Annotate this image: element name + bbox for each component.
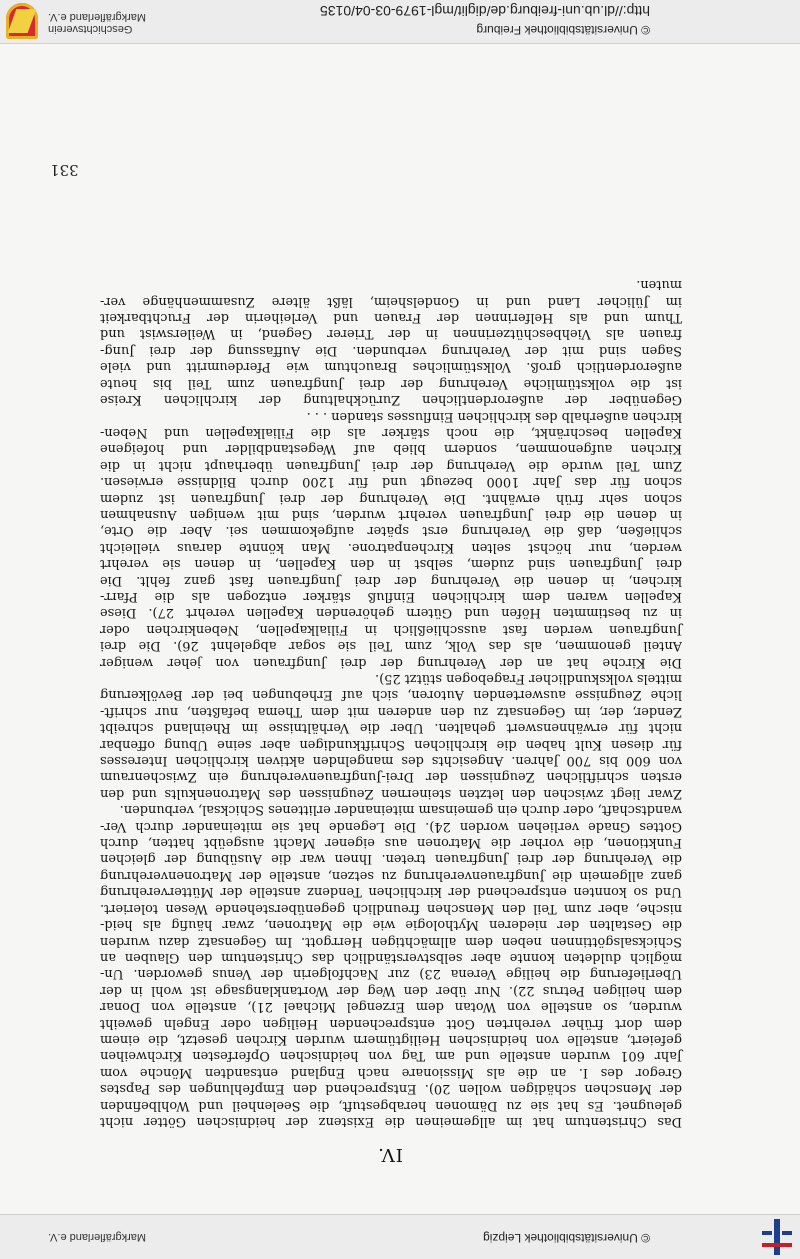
- library-credit-leipzig: © Universitätsbibliothek Leipzig: [483, 1231, 650, 1245]
- chapter-heading: IV.: [377, 1144, 403, 1165]
- text-line: werden, nur höchst selten Kirchenpatrone. Man könnte daraus vielleicht: [100, 539, 682, 555]
- text-line: Kirchen aufgenommen, sondern blieb auf Wegestandbilder und hofeigene: [100, 441, 682, 457]
- text-line: wurden, so anstelle von Wotan dem Erzengel Michael 21), anstelle von Donar: [100, 999, 682, 1015]
- text-line: kirchen außerhalb des kirchlichen Einflusses standen . . .: [306, 408, 682, 424]
- text-line: in zu bestimmten Höfen und Gütern gehörenden Kapellen verehrt 27). Diese: [100, 605, 682, 621]
- text-line: Kapellen beschränkt, die noch stärker als die Filialkapellen und Neben-: [100, 424, 682, 440]
- text-line: Zender, der, im Gegensatz zu den anderen mit dem Thema befaßten, nur schrift-: [100, 703, 682, 719]
- text-line: in denen die drei Jungfrauen verehrt wurden, sind mit wenigen Ausnahmen: [100, 506, 682, 522]
- text-line: schon sehr früh erwähnt. Die Verehrung der drei Jungfrauen ist zudem: [100, 490, 682, 506]
- text-line: schon für das Jahr 1000 bezeugt und für 1200 durch Bildnisse erwiesen.: [100, 474, 682, 490]
- text-line: ganz allgemein die Jungfrauenverehrung zu setzen, anstelle der Matronenverehrung: [100, 867, 682, 883]
- text-line: Die Kirche hat an der Verehrung der drei Jungfrauen von jeher weniger: [100, 654, 682, 670]
- text-line: muten.: [636, 277, 682, 293]
- text-line: nische, aber zum Teil den Menschen freundlich gegenüberstehende Wesen toleriert.: [100, 900, 682, 916]
- society-name-line2: Markgräflerland e.V.: [48, 11, 147, 23]
- text-line: Und so konnten entsprechend der kirchlichen Tendenz anstelle der Mütterverehrung: [100, 884, 682, 900]
- text-line: gefeiert, anstelle von heidnischen Heiligtümern wurden Kirchen gesetzt, die einem: [100, 1031, 682, 1047]
- text-line: Thum und als Helferinnen der Frauen und Verleiherin der Fruchtbarkeit: [100, 310, 682, 326]
- society-name-line1: Geschichtsverein: [48, 23, 133, 35]
- text-line: dem heiligen Petrus 22). Nur über den Weg der Wortanklangsage ist wohl in der: [100, 982, 682, 998]
- text-line: Schicksalsgöttinnen neben dem allmächtigen Herrgott. Im Gegensatz dazu wurden: [100, 933, 682, 949]
- page-number: 331: [50, 161, 79, 179]
- scanned-page: [40, 69, 740, 1189]
- viewer-top-bar: [0, 1214, 800, 1259]
- paragraph: [100, 407, 700, 670]
- text-line: die Gestalten der niederen Mythologie wie die Matronen, zwar häufig als heid-: [100, 917, 682, 933]
- text-line: mittels volkskundlicher Fragebogen stützt 25).: [375, 671, 682, 687]
- text-line: für diesen Kult haben die kirchlichen Schriftkundigen aber seine Übung offenbar: [100, 736, 682, 752]
- text-line: geleugnet. Es hat sie zu Dämonen herabgestuft, die Seelenheil und Wohlbefinden: [100, 1097, 682, 1113]
- text-line: außerordentlich groß. Volkstümliches Brauchtum wie Pferdeumritt und viele: [100, 359, 682, 375]
- text-line: von 600 bis 700 Jahren. Angesichts des mangelnden aktiven kirchlichen Interesses: [100, 753, 682, 769]
- text-line: Das Christentum hat im allgemeinen die Existenz der heidnischen Götter nicht: [100, 1114, 682, 1129]
- library-credit-freiburg: © Universitätsbibliothek Freiburg: [476, 23, 650, 37]
- text-line: möglich duldeten konnte aber selbstverständlich das Christentum den Glauben an: [100, 949, 682, 965]
- paragraph: [100, 801, 700, 1129]
- text-line: Anteil genommen, als das Volk, zum Teil sie sogar abgelehnt 26). Die drei: [100, 638, 682, 654]
- text-line: Gegenüber der außerordentlichen Zurückhaltung der kirchlichen Kreise: [100, 392, 682, 408]
- permalink-url[interactable]: http://dl.ub.uni-freiburg.de/diglit/mgl-1979-03-04/0135: [320, 3, 650, 19]
- text-line: der Menschen schädigen wollen 20). Entsprechend den Empfehlungen des Papstes: [100, 1081, 682, 1097]
- paragraph: [100, 670, 700, 801]
- text-line: ist die volkstümliche Verehrung der drei Jungfrauen zum Teil bis heute: [100, 375, 682, 391]
- text-line: Zwar liegt zwischen den letzten steinernen Zeugnissen des Matronenkults und den: [100, 785, 682, 801]
- text-line: frauen als Viehbeschützerinnen in der Trierer Gegend, in Weilerswist und: [100, 326, 682, 342]
- text-line: liche Zeugnisse auswertenden Autoren, sich auf Erhebungen bei der Bevölkerung: [100, 687, 682, 703]
- viewer-bottom-bar: [0, 0, 800, 44]
- text-line: Kapellen waren dem kirchlichen Einfluß stärker entzogen als die Pfarr-: [100, 589, 682, 604]
- text-line: wandtschaft, oder durch ein gemeinsam miteinander erlittenes Schicksal, verbunden.: [119, 802, 682, 818]
- text-line: Gottes Gnade verliehen worden 24). Die Legende hat sie miteinander durch Ver-: [100, 818, 682, 834]
- text-line: Jungfrauen werden fast ausschließlich in Filialkapellen, Nebenkirchen oder: [100, 621, 682, 637]
- text-line: Funktionen, die vorher die Matronen aus eigener Macht ausgeübt hatten, durch: [100, 835, 682, 851]
- society-coat-of-arms-icon: [4, 3, 40, 39]
- text-line: Überlieferung die heilige Verena 23) zur Nachfolgerin der Venus geworden. Un-: [100, 966, 682, 982]
- body-text: [100, 276, 700, 1129]
- text-line: drei Jungfrauen sind zudem, selbst in den Kapellen, in denen sie verehrt: [100, 556, 682, 572]
- society-name-footer: Markgräflerland e.V.: [48, 1231, 147, 1243]
- text-line: im Jülicher Land und in Gondelsheim, läßt ältere Zusammenhänge ver-: [100, 293, 682, 309]
- text-line: die Verehrung der drei Jungfrauen treten. Ihnen war die Ausübung der gleichen: [100, 851, 682, 867]
- text-line: kirchen, in denen die Verehrung der drei Jungfrauen fast ganz fehlt. Die: [100, 572, 682, 588]
- text-line: ersten schriftlichen Zeugnissen der Drei-Jungfrauenverehrung ein Zwischenraum: [100, 769, 682, 785]
- text-line: Jahr 601 wurden anstelle und am Tag von heidnischen Opferfesten Kirchweihen: [100, 1048, 682, 1064]
- text-line: nicht für erwähnenswert gehalten. Über die Verhältnisse im Rheinland schreibt: [100, 720, 682, 736]
- university-library-logo-icon: [760, 1219, 794, 1255]
- text-line: schließen, daß die Verehrung erst später aufgekommen sei. Aber die Orte,: [100, 523, 682, 539]
- text-line: dem dort früher verehrten Gott entsprechenden Heiligen oder Engeln geweiht: [100, 1015, 682, 1031]
- paragraph: [100, 276, 700, 407]
- text-line: Sagen sind mit der Verehrung verbunden. Die Auffassung der drei Jung-: [100, 342, 682, 358]
- text-line: Zum Teil wurde die Verehrung der drei Jungfrauen überhaupt nicht in die: [100, 457, 682, 473]
- text-line: Gregor des I. an die als Missionare nach England entsandten Mönche vom: [100, 1064, 682, 1080]
